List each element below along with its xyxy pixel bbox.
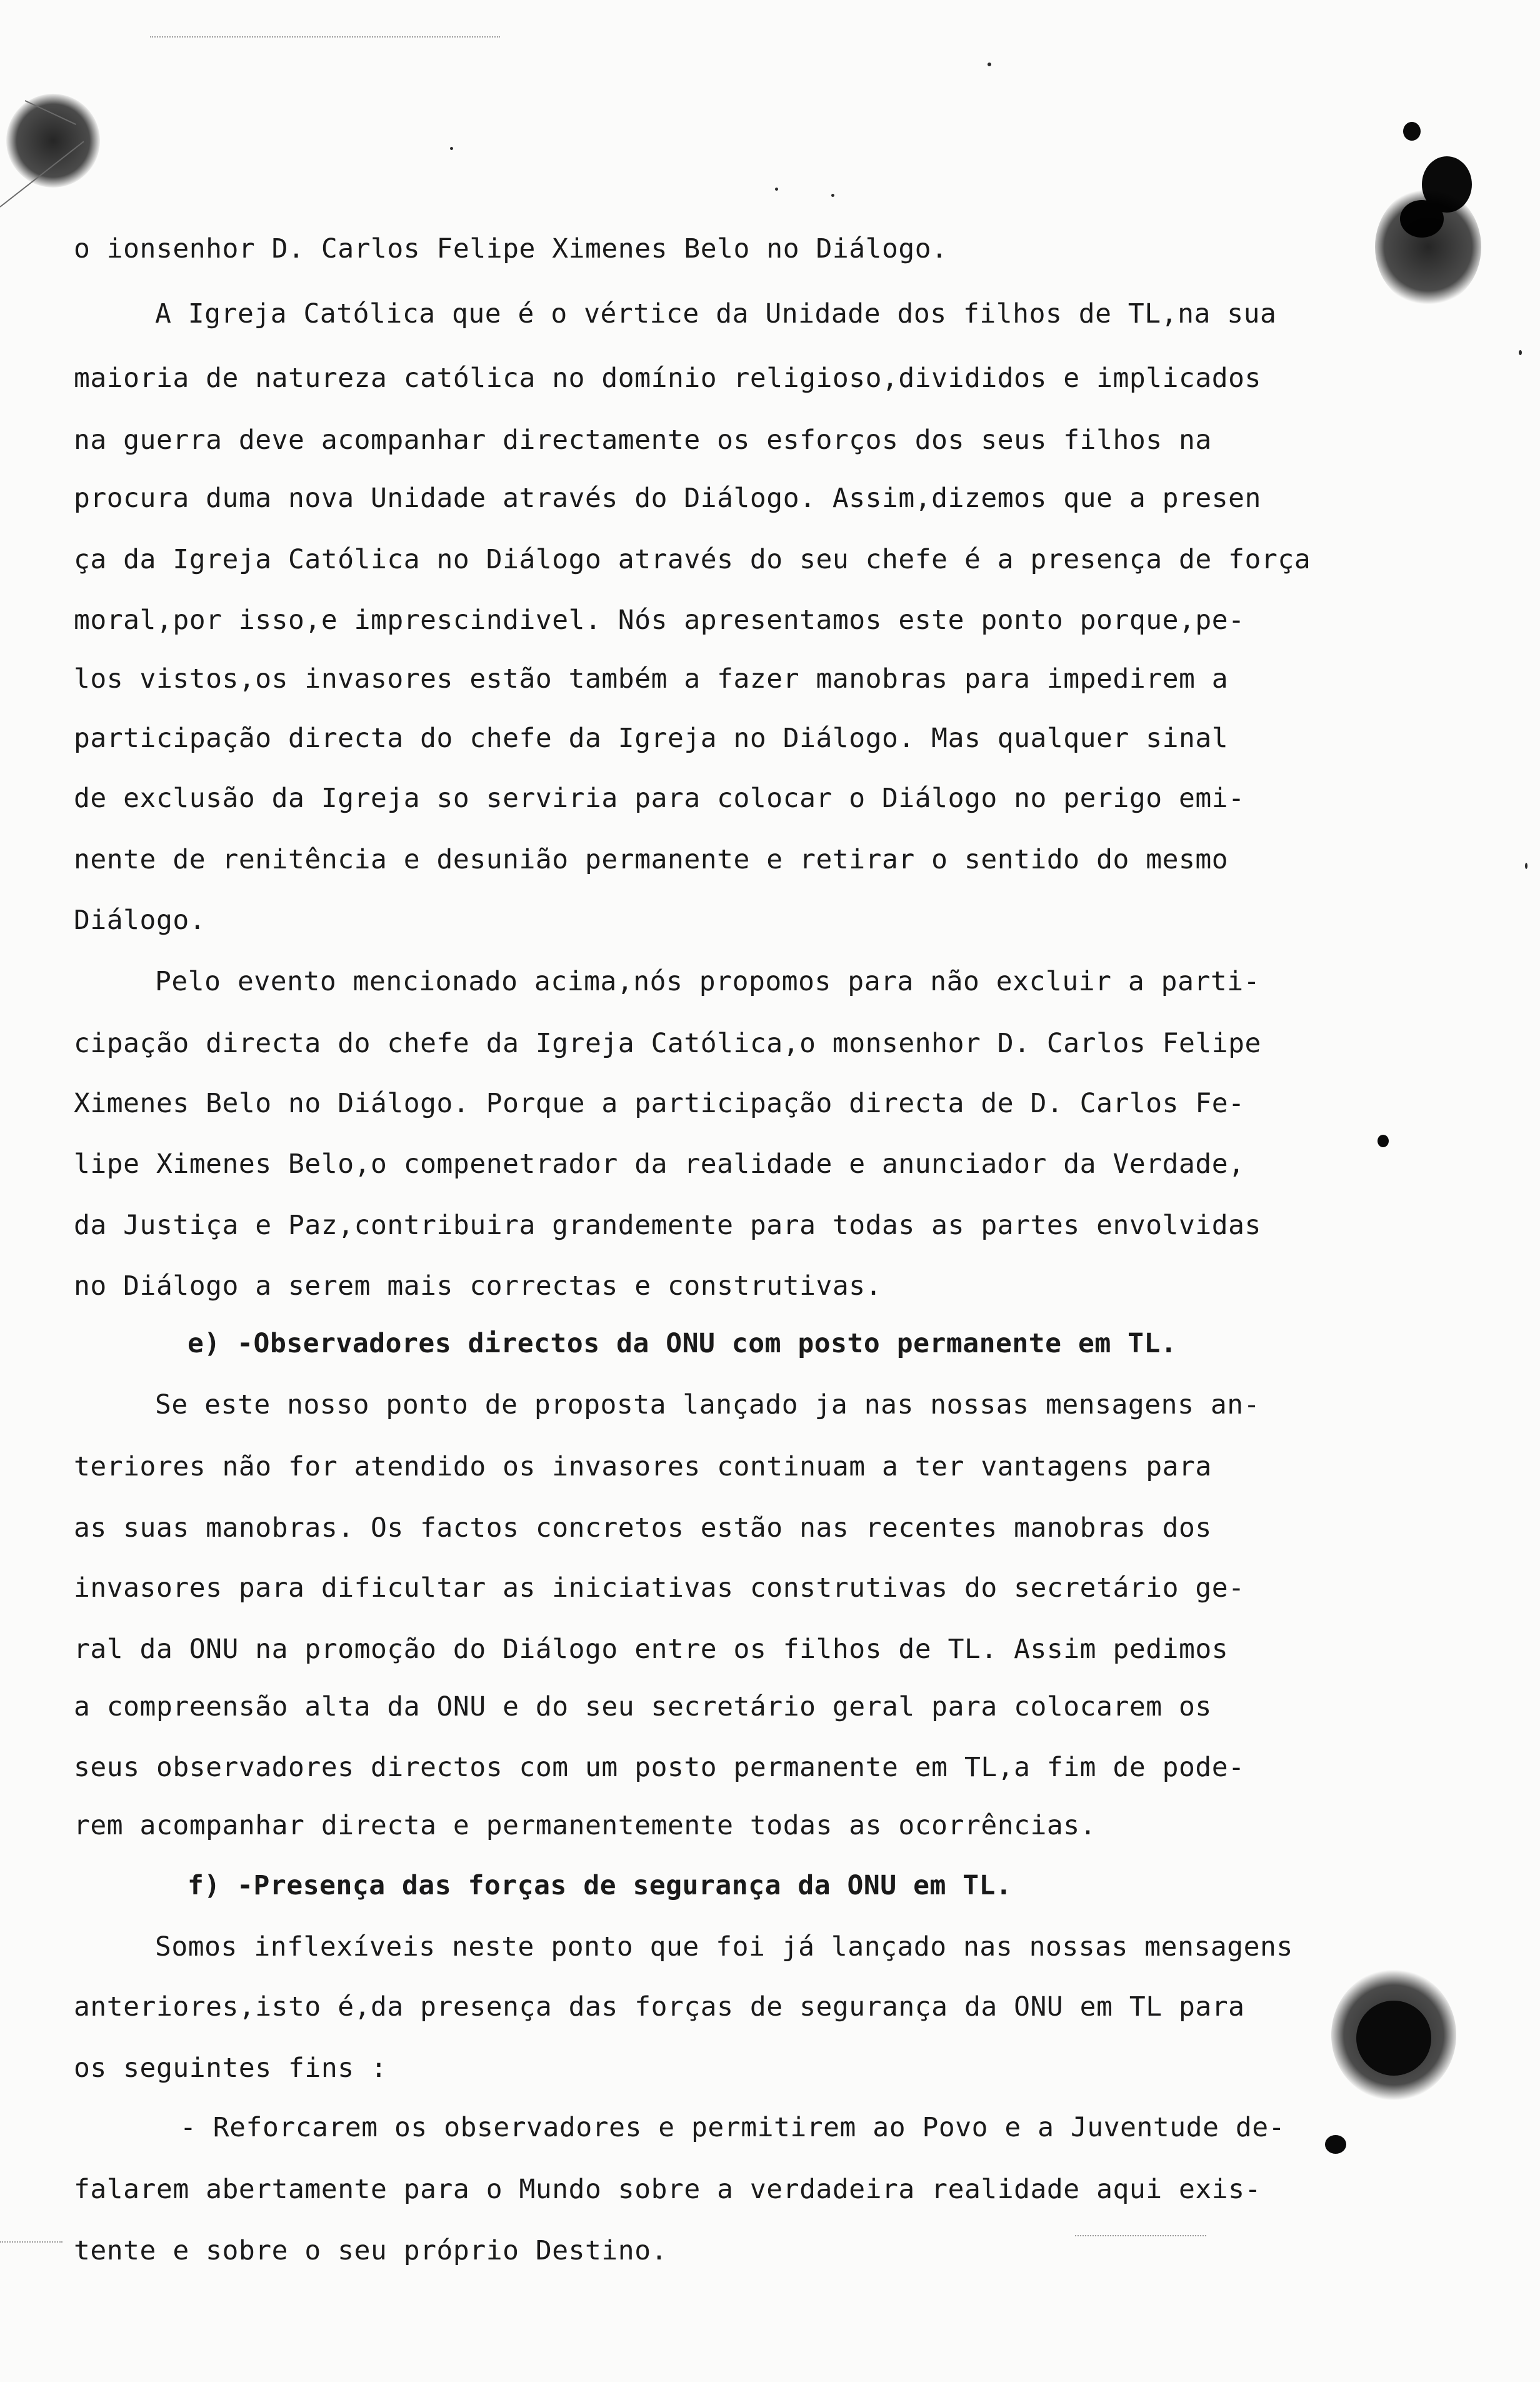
ink-blot-top-right-4 [1403,122,1421,141]
faint-header-marks [150,36,500,38]
speck-3 [831,194,834,197]
text-line-23: invasores para dificultar as iniciativas construtivas do secretário ge- [74,1572,1245,1604]
text-line-18: no Diálogo a serem mais correctas e construtivas. [74,1270,882,1302]
text-line-9: participação directa do chefe da Igreja no Diálogo. Mas qualquer sinal [74,723,1229,754]
ink-spot-right-middle [1378,1135,1389,1147]
text-line-34: tente e sobre o seu próprio Destino. [74,2235,668,2266]
text-line-1: o ionsenhor D. Carlos Felipe Ximenes Belo no Diálogo. [74,233,948,264]
speck-6 [1525,863,1528,869]
ink-blot-top-left [6,94,100,188]
text-line-14: cipação directa do chefe da Igreja Católica,o monsenhor D. Carlos Felipe [74,1028,1261,1059]
text-line-29: Somos inflexíveis neste ponto que foi já lançado nas nossas mensagens [155,1931,1293,1962]
text-line-24: ral da ONU na promoção do Diálogo entre os filhos de TL. Assim pedimos [74,1634,1229,1665]
text-line-12: Diálogo. [74,905,206,936]
ink-blot-bottom-right-2 [1356,2001,1431,2076]
text-line-22: as suas manobras. Os factos concretos estão nas recentes manobras dos [74,1512,1212,1544]
text-line-25: a compreensão alta da ONU e do seu secretário geral para colocarem os [74,1691,1212,1722]
text-line-3: maioria de natureza católica no domínio religioso,divididos e implicados [74,363,1261,394]
text-line-7: moral,por isso,e imprescindivel. Nós apresentamos este ponto porque,pe- [74,605,1245,636]
text-line-32: - Reforcarem os observadores e permitirem ao Povo e a Juventude de- [180,2112,1286,2143]
speck-2 [775,188,778,191]
text-line-6: ça da Igreja Católica no Diálogo através do seu chefe é a presença de força [74,544,1311,575]
text-line-15: Ximenes Belo no Diálogo. Porque a participação directa de D. Carlos Fe- [74,1088,1245,1119]
speck-5 [1519,350,1522,355]
text-line-10: de exclusão da Igreja so serviria para colocar o Diálogo no perigo emi- [74,783,1245,814]
speck-1 [988,63,991,66]
text-line-33: falarem abertamente para o Mundo sobre a verdadeira realidade aqui exis- [74,2174,1261,2205]
speck-4 [450,147,453,150]
text-line-21: teriores não for atendido os invasores continuam a ter vantagens para [74,1451,1212,1482]
text-line-8: los vistos,os invasores estão também a fazer manobras para impedirem a [74,663,1229,695]
text-line-5: procura duma nova Unidade através do Diálogo. Assim,dizemos que a presen [74,483,1261,514]
faint-left-margin-marks [0,2241,62,2243]
text-line-31: os seguintes fins : [74,2053,388,2084]
text-line-16: lipe Ximenes Belo,o compenetrador da realidade e anunciador da Verdade, [74,1148,1245,1180]
text-line-27: rem acompanhar directa e permanentemente todas as ocorrências. [74,1810,1097,1841]
ink-spot-lower-right [1325,2135,1346,2154]
section-heading-f: f) -Presença das forças de segurança da ONU em TL. [188,1870,1012,1901]
ink-blot-top-right-3 [1375,188,1481,306]
text-line-20: Se este nosso ponto de proposta lançado ja nas nossas mensagens an- [155,1389,1261,1420]
text-line-17: da Justiça e Paz,contribuira grandemente para todas as partes envolvidas [74,1210,1261,1241]
text-line-26: seus observadores directos com um posto permanente em TL,a fim de pode- [74,1752,1245,1783]
section-heading-e: e) -Observadores directos da ONU com posto permanente em TL. [188,1328,1178,1359]
text-line-4: na guerra deve acompanhar directamente os esforços dos seus filhos na [74,425,1212,456]
text-line-13: Pelo evento mencionado acima,nós propomos para não excluir a parti- [155,966,1261,997]
faint-footer-marks [1075,2235,1206,2236]
text-line-11: nente de renitência e desunião permanente e retirar o sentido do mesmo [74,844,1229,875]
text-line-2: A Igreja Católica que é o vértice da Unidade dos filhos de TL,na sua [155,298,1277,329]
text-line-30: anteriores,isto é,da presença das forças de segurança da ONU em TL para [74,1991,1245,2023]
